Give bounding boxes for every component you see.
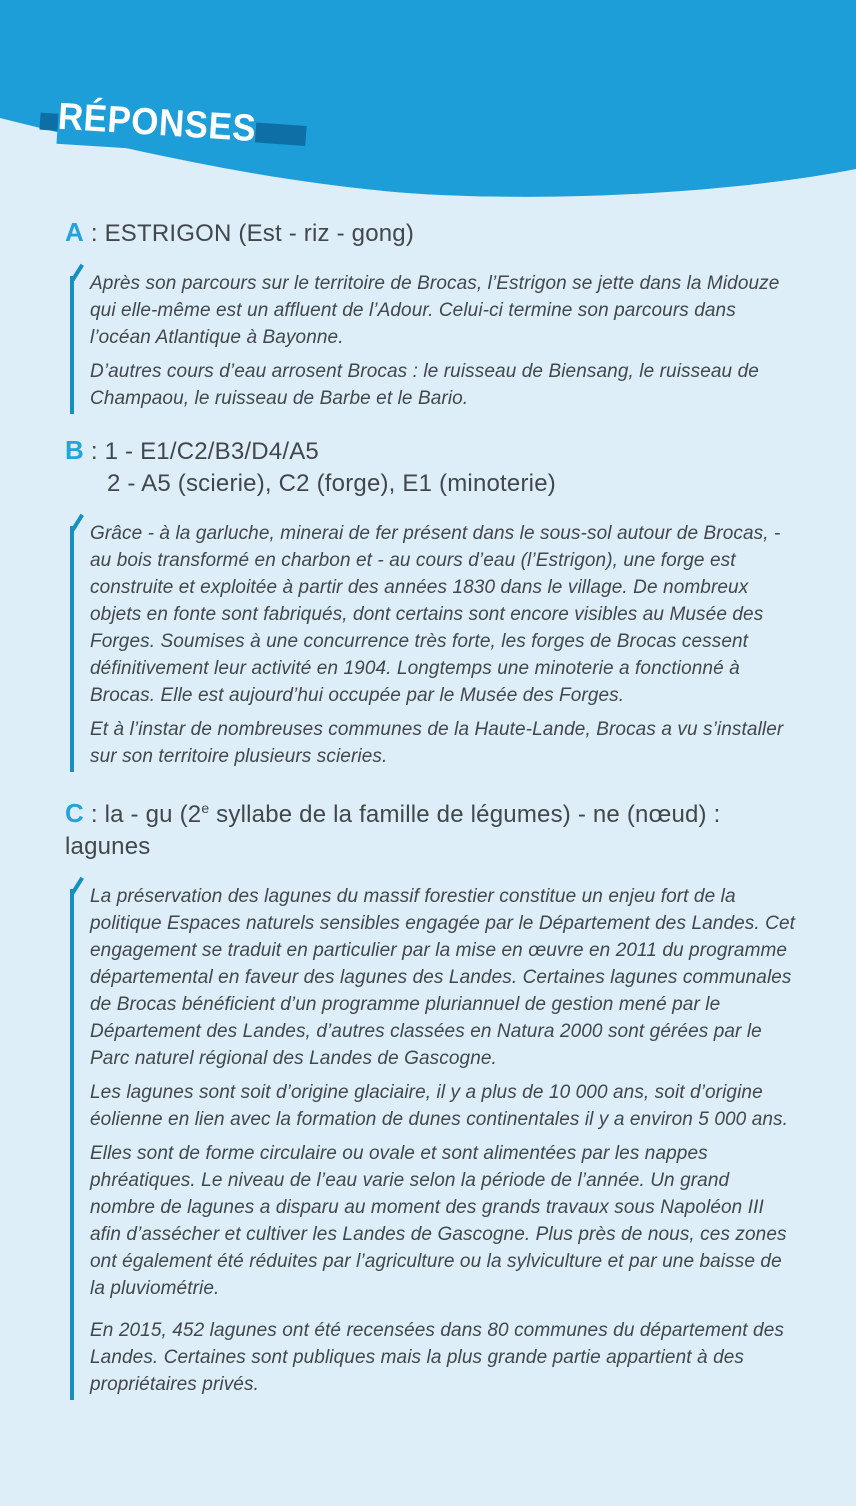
quote-border-line [70, 889, 74, 1400]
header-band [0, 0, 856, 200]
paragraph: En 2015, 452 lagunes ont été recensées dans 80 communes du département des Landes. Certaines sont publiques mais la plus grande partie appartient à des propriétaires privés. [90, 1320, 784, 1395]
quote-border-line [70, 526, 74, 772]
section-b-heading [65, 434, 796, 500]
answers-content [0, 200, 856, 1404]
section-b-answer-line1 [65, 434, 796, 468]
paragraph: Les lagunes sont soit d’origine glaciaire, il y a plus de 10 000 ans, soit d’origine éolienne en lien avec la formation de dunes continentales il y a environ 5 000 ans. [90, 1082, 789, 1130]
section-a-letter: A [65, 217, 84, 247]
section-b-answer-line2: 2 - A5 (scierie), C2 (forge), E1 (minoterie) [107, 470, 556, 497]
paragraph: D’autres cours d’eau arrosent Brocas : le ruisseau de Biensang, le ruisseau de Champaou, le ruisseau de Barbe et le Bario. [90, 361, 759, 409]
section-b-letter: B [65, 435, 84, 465]
section-c-answer-part2: syllabe de la famille de légumes) - ne (nœud) : lagunes [65, 801, 721, 860]
section-b [65, 434, 796, 776]
section-c [65, 792, 796, 1404]
paragraph: Après son parcours sur le territoire de Brocas, l’Estrigon se jette dans la Midouze qui elle-même est un affluent de l’Adour. Celui-ci termine son parcours dans l’océan Atlantique à Bayonne. [90, 273, 780, 348]
section-a [65, 216, 796, 418]
section-c-explanation [70, 873, 796, 1404]
section-c-separator: : [83, 801, 105, 828]
quote-border-line [70, 276, 74, 414]
section-c-heading [65, 792, 796, 863]
section-b-explanation [70, 510, 796, 776]
section-c-answer-part1: la - gu (2 [104, 801, 202, 828]
section-a-heading [65, 216, 796, 250]
logo-box [57, 90, 258, 156]
section-c-letter: C [65, 798, 84, 828]
section-c-superscript: e [201, 800, 210, 816]
section-a-separator: : [83, 220, 105, 247]
paragraph: La préservation des lagunes du massif forestier constitue un enjeu fort de la politique Espaces naturels sensibles engagée par le Département des Landes. Cet engagement se traduit en particulier par la mise en œuvre en 2011 du programme départemental en faveur des lagunes des Landes. Certaines lagunes communales de Brocas bénéficient d’un programme pluriannuel de gestion mené par le Département des Landes, d’autres classées en Natura 2000 sont gérées par le Parc naturel régional des Landes de Gascogne. [90, 886, 796, 1069]
section-a-explanation [70, 260, 796, 418]
reponses-logo [40, 92, 310, 178]
section-a-answer: ESTRIGON (Est - riz - gong) [104, 220, 415, 247]
logo-title: RÉPONSES [56, 95, 258, 150]
paragraph: Elles sont de forme circulaire ou ovale et sont alimentées par les nappes phréatiques. Le niveau de l’eau varie selon la période de l’année. Un grand nombre de lagunes a disparu au moment des grands travaux sous Napoléon III afin d’assécher et cultiver les Landes de Gascogne. Plus près de nous, ces zones ont également été réduites par l’agriculture ou la sylviculture et par une baisse de la pluviométrie. [90, 1143, 787, 1299]
section-b-answer-1: 1 - E1/C2/B3/D4/A5 [104, 438, 319, 465]
section-b-separator: : [83, 438, 105, 465]
paragraph: Et à l’instar de nombreuses communes de la Haute-Lande, Brocas a vu s’installer sur son territoire plusieurs scieries. [90, 719, 784, 767]
paragraph: Grâce - à la garluche, minerai de fer présent dans le sous-sol autour de Brocas, - au bois transformé en charbon et - au cours d’eau (l’Estrigon), une forge est construite et exploitée à partir des années 1830 dans le village. De nombreux objets en fonte sont fabriqués, dont certains sont encore visibles au Musée des Forges. Soumises à une concurrence très forte, les forges de Brocas cessent définitivement leur activité en 1904. Longtemps une minoterie a fonctionné à Brocas. Elle est aujourd’hui occupée par le Musée des Forges. [90, 523, 781, 706]
